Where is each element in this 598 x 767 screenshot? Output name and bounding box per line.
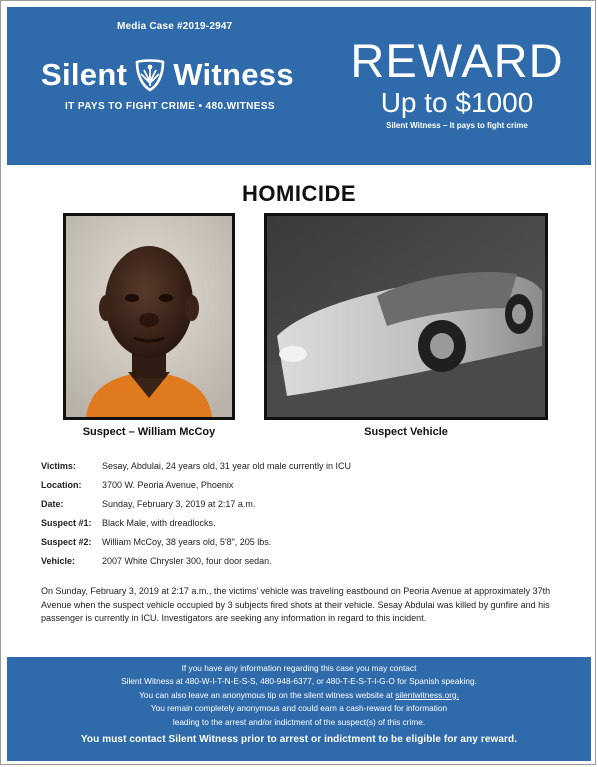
- shield-emblem-icon: [133, 56, 167, 92]
- tagline: IT PAYS TO FIGHT CRIME • 480.WITNESS: [65, 101, 275, 112]
- silent-witness-logo: [41, 53, 294, 95]
- header-banner: [7, 7, 591, 165]
- detail-row-suspect-1: [41, 518, 561, 537]
- footer-line: If you have any information regarding this case you may contact: [181, 663, 417, 673]
- detail-label: Suspect #2:: [41, 537, 92, 547]
- logo-word-right: Witness: [173, 56, 294, 92]
- footer-line: [7, 689, 591, 702]
- detail-label: Date:: [41, 499, 64, 509]
- reward-subtitle: Silent Witness – It pays to fight crime: [386, 121, 528, 130]
- footer-line: Silent Witness at 480-W-I-T-N-E-S-S, 480-948-6377, or 480-T-E-S-T-I-G-O for Spanish speaking.: [121, 676, 477, 687]
- detail-label: Victims:: [41, 461, 76, 471]
- footer-banner: [7, 657, 591, 761]
- detail-value: Black Male, with dreadlocks.: [102, 518, 216, 528]
- suspect-caption: Suspect – William McCoy: [82, 426, 216, 438]
- detail-row-vehicle: [41, 556, 561, 575]
- case-number: Media Case #2019-2947: [117, 21, 233, 32]
- detail-row-date: [41, 499, 561, 518]
- detail-value: 2007 White Chrysler 300, four door sedan.: [102, 556, 272, 566]
- detail-label: Suspect #1:: [41, 518, 92, 528]
- detail-value: Sunday, February 3, 2019 at 2:17 a.m.: [102, 499, 256, 509]
- detail-value: 3700 W. Peoria Avenue, Phoenix: [102, 480, 234, 490]
- detail-label: Location:: [41, 480, 82, 490]
- footer-line-text: You can also leave an anonymous tip on the silent witness website at: [139, 689, 396, 700]
- logo-word-left: Silent: [41, 56, 128, 92]
- reward-amount: Up to $1000: [380, 87, 534, 118]
- footer-line: leading to the arrest and/or indictment of the suspect(s) of this crime.: [172, 716, 426, 727]
- incident-summary: On Sunday, February 3, 2019 at 2:17 a.m., the victims' vehicle was traveling eastbound on Peoria Avenue at approximately 37th Avenue when the suspect vehicle occupied by 3 subjects fired shots at their vehicle. Sesay Abdulai was killed by gunfire and his passenger is currently in ICU. Investigators are seeking any information in regard to this incident.: [41, 586, 551, 623]
- eligibility-notice: You must contact Silent Witness prior to arrest or indictment to be eligible for any reward.: [80, 734, 518, 746]
- detail-row-victims: [41, 461, 561, 480]
- suspect-photo: [63, 213, 235, 420]
- detail-row-suspect-2: [41, 537, 561, 556]
- footer-line: You remain completely anonymous and could earn a cash-reward for information: [150, 703, 448, 714]
- reward-title: REWARD: [350, 34, 564, 87]
- vehicle-caption: Suspect Vehicle: [364, 426, 448, 438]
- case-details: [41, 461, 561, 575]
- detail-value: William McCoy, 38 years old, 5'8", 205 lbs.: [102, 537, 272, 547]
- suspect-portrait-image: [66, 216, 232, 417]
- detail-label: Vehicle:: [41, 556, 76, 566]
- vehicle-surveillance-image: [267, 216, 545, 417]
- detail-value: Sesay, Abdulai, 24 years old, 31 year old male currently in ICU: [102, 461, 351, 471]
- vehicle-photo: [264, 213, 548, 420]
- crime-title: HOMICIDE: [242, 181, 356, 206]
- detail-row-location: [41, 480, 561, 499]
- silentwitness-website-link[interactable]: silentwitness.org.: [395, 689, 459, 700]
